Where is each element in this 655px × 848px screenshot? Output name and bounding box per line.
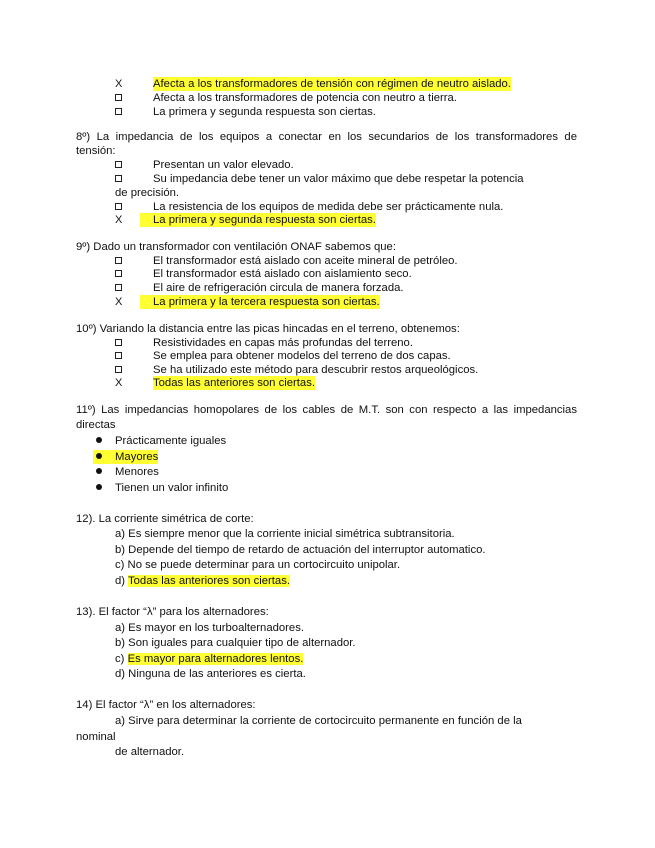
q10-option-2: Se emplea para obtener modelos del terreno de dos capas.: [153, 350, 451, 362]
q10-option-1: Resistividades en capas más profundas del terreno.: [153, 337, 413, 349]
checkbox-icon: [115, 91, 122, 105]
bullet-icon: [93, 450, 105, 464]
q13-option-c-text: Es mayor para alternadores lentos.: [127, 653, 304, 665]
q13-option-b: b) Son iguales para cualquier tipo de alternador.: [115, 637, 356, 649]
answer-mark-x: X: [115, 377, 123, 389]
checkbox-icon: [115, 158, 122, 172]
q13-option-d: d) Ninguna de las anteriores es cierta.: [115, 668, 306, 680]
q9-title: 9º) Dado un transformador con ventilación ONAF sabemos que:: [76, 241, 396, 253]
q13-option-c: [115, 652, 303, 666]
q12-option-a: a) Es siempre menor que la corriente inicial simétrica subtransitoria.: [115, 528, 455, 540]
q8-title-line2: tensión:: [76, 145, 116, 157]
q7-option-3: La primera y segunda respuesta son ciertas.: [153, 106, 376, 118]
checkbox-icon: [115, 172, 122, 186]
q8-option-3: La resistencia de los equipos de medida debe ser prácticamente nula.: [153, 201, 504, 213]
answer-mark-x: X: [115, 78, 123, 90]
checkbox-icon: [115, 349, 122, 363]
checkbox-icon: [115, 200, 122, 214]
q9-option-3: El aire de refrigeración circula de manera forzada.: [153, 282, 404, 294]
q14-title: 14) El factor “λ” en los alternadores:: [76, 699, 256, 711]
q12-title: 12). La corriente simétrica de corte:: [76, 513, 254, 525]
q11-option-4: Tienen un valor infinito: [115, 482, 229, 494]
checkbox-icon: [115, 281, 122, 295]
q12-option-d-text: Todas las anteriores son ciertas.: [127, 575, 290, 587]
checkbox-icon: [115, 267, 122, 281]
q8-option-4: La primera y segunda respuesta son ciertas.: [140, 213, 376, 227]
q11-option-3: Menores: [115, 466, 159, 478]
checkbox-icon: [115, 105, 122, 119]
answer-mark-x: X: [115, 296, 123, 308]
bullet-icon: [96, 481, 102, 495]
q7-option-1: Afecta a los transformadores de tensión con régimen de neutro aislado.: [153, 78, 511, 90]
checkbox-icon: [115, 336, 122, 350]
q8-title-line1: 8º) La impedancia de los equipos a conectar en los secundarios de los transformadores de: [76, 131, 577, 143]
q12-option-b: b) Depende del tiempo de retardo de actuación del interruptor automatico.: [115, 544, 486, 556]
q10-option-3: Se ha utilizado este método para descubrir restos arqueológicos.: [153, 364, 479, 376]
q8-option-2-cont: de precisión.: [115, 187, 180, 199]
q8-option-2: Su impedancia debe tener un valor máximo que debe respetar la potencia: [153, 173, 524, 185]
q8-option-1: Presentan un valor elevado.: [153, 159, 294, 171]
q14-option-a-cont2: de alternador.: [115, 746, 185, 758]
q13-option-a: a) Es mayor en los turboalternadores.: [115, 622, 305, 634]
answer-mark-x: X: [115, 214, 123, 226]
q9-option-2: El transformador está aislado con aislamiento seco.: [153, 268, 412, 280]
q14-option-a: a) Sirve para determinar la corriente de cortocircuito permanente en función de la: [115, 715, 522, 727]
q11-title-line2: directas: [76, 419, 116, 431]
checkbox-icon: [115, 363, 122, 377]
q8-title: [76, 130, 577, 144]
q12-option-d: [115, 574, 290, 588]
q14-option-a-cont1: nominal: [76, 731, 116, 743]
q13-title: 13). El factor “λ” para los alternadores:: [76, 606, 269, 618]
q11-title: [76, 403, 577, 417]
checkbox-icon: [115, 254, 122, 268]
q12-option-d-prefix: d): [115, 575, 128, 587]
q11-option-1: Prácticamente iguales: [115, 435, 227, 447]
q11-title-line1: 11º) Las impedancias homopolares de los cables de M.T. son con respecto a las impedancias: [76, 404, 577, 416]
q10-title: 10º) Variando la distancia entre las picas hincadas en el terreno, obtenemos:: [76, 323, 460, 335]
q9-option-4: La primera y la tercera respuesta son ciertas.: [140, 295, 380, 309]
q11-option-2: Mayores: [105, 450, 158, 464]
bullet-icon: [96, 434, 102, 448]
q12-option-c: c) No se puede determinar para un cortocircuito unipolar.: [115, 559, 401, 571]
q7-option-2: Afecta a los transformadores de potencia con neutro a tierra.: [153, 92, 457, 104]
q13-option-c-prefix: c): [115, 653, 128, 665]
q9-option-1: El transformador está aislado con aceite mineral de petróleo.: [153, 255, 458, 267]
q10-option-4: Todas las anteriores son ciertas.: [153, 377, 316, 389]
bullet-icon: [96, 465, 102, 479]
